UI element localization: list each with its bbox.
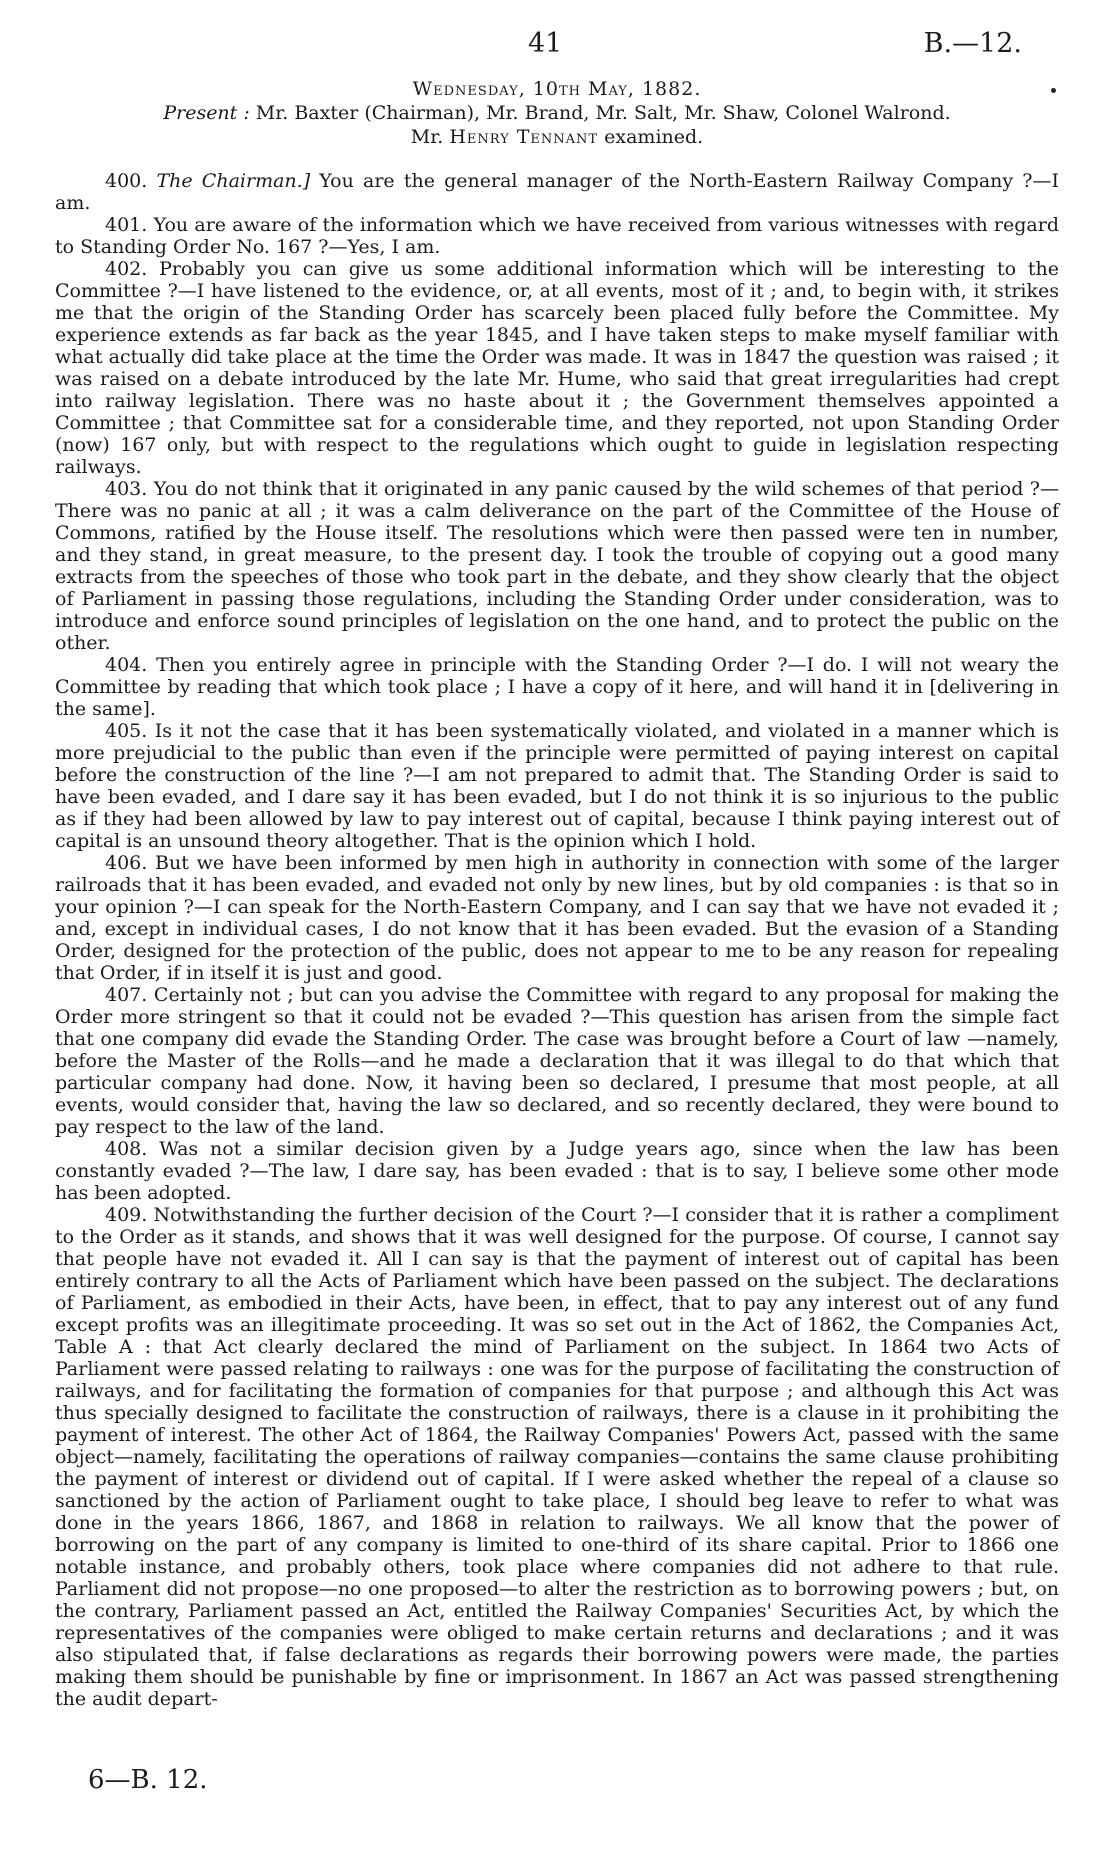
witness-suffix: examined. (598, 126, 704, 148)
paragraph-text: Then you entirely agree in principle with the Standing Order ?—I do. I will not weary the Committee by reading that which took place ; I have a copy of it here, and will hand it in [delivering in the same]. (55, 654, 1059, 720)
paragraph-406 (55, 852, 1059, 984)
paragraph-404 (55, 654, 1059, 720)
paragraph-text: Is it not the case that it has been systematically violated, and violated in a manner which is more prejudicial to the public than even if the principle were permitted of paying interest on capital before the construction of the line ?—I am not prepared to admit that. The Standing Order is said to have been evaded, and I dare say it has been evaded, but I do not think it is so injurious to the public as if they had been allowed by law to pay interest out of capital, because I think paying interest out of capital is an unsound theory altogether. That is the opinion which I hold. (55, 720, 1059, 852)
paragraph-text: Certainly not ; but can you advise the Committee with regard to any proposal for making the Order more stringent so that it could not be evaded ?—This question has arisen from the simple fact that one company did evade the Standing Order. The case was brought before a Court of law —namely, before the Master of the Rolls—and he made a declaration that it was illegal to do that which that particular company had done. Now, it having been so declared, I presume that most people, at all events, would consider that, having the law so declared, and so recently declared, they were bound to pay respect to the law of the land. (55, 984, 1059, 1138)
paragraph-text: You are aware of the information which we have received from various witnesses with regard to Standing Order No. 167 ?—Yes, I am. (55, 214, 1059, 258)
paragraph-405 (55, 720, 1059, 852)
paragraph-400 (55, 170, 1059, 214)
present-members: Mr. Baxter (Chairman), Mr. Brand, Mr. Salt, Mr. Shaw, Colonel Walrond. (255, 102, 951, 124)
paragraph-number: 405. (105, 720, 148, 742)
witness-name: Henry Tennant (449, 126, 599, 148)
paragraph-text: But we have been informed by men high in authority in connection with some of the larger railroads that it has been evaded, and evaded not only by new lines, but by old companies : is that so in your opinion ?—I can speak for the North-Eastern Company, and I can say that we have not evaded it ; and, except in individual cases, I do not know that it has been evaded. But the evasion of a Standing Order, designed for the protection of the public, does not appear to me to be any reason for repealing that Order, if in itself it is just and good. (55, 852, 1059, 984)
paragraph-number: 409. (105, 1204, 148, 1226)
witness-line (55, 126, 1059, 148)
paragraph-409 (55, 1204, 1059, 1710)
page-number: 41 (528, 28, 563, 59)
paragraph-402 (55, 258, 1059, 478)
paragraph-number: 404. (105, 654, 148, 676)
speaker-label: The Chairman.] (156, 170, 311, 192)
paragraph-text: You are the general manager of the North-Eastern Railway Company ?—I am. (55, 170, 1059, 214)
paragraph-number: 407. (105, 984, 148, 1006)
paragraph-number: 406. (105, 852, 148, 874)
paragraph-number: 400. (105, 170, 148, 192)
paragraph-number: 402. (105, 258, 148, 280)
paragraph-401 (55, 214, 1059, 258)
paragraph-number: 403. (105, 478, 148, 500)
page-header (0, 28, 1114, 68)
footer-signature: 6—B. 12. (88, 1765, 208, 1795)
paragraph-403 (55, 478, 1059, 654)
paragraph-407 (55, 984, 1059, 1138)
testimony-body (55, 170, 1059, 1710)
present-line (55, 102, 1059, 124)
date-line: Wednesday, 10th May, 1882. (412, 78, 702, 100)
paragraph-number: 408. (105, 1138, 148, 1160)
paragraph-text: Notwithstanding the further decision of the Court ?—I consider that it is rather a compliment to the Order as it stands, and shows that it was well designed for the purpose. Of course, I cannot say that people have not evaded it. All I can say is that the payment of interest out of capital has been entirely contrary to all the Acts of Parliament which have been passed on the subject. The declarations of Parliament, as embodied in their Acts, have been, in effect, that to pay any interest out of any fund except profits was an illegitimate proceeding. It was so set out in the Act of 1862, the Companies Act, Table A : that Act clearly declared the mind of Parliament on the subject. In 1864 two Acts of Parliament were passed relating to railways : one was for the purpose of facilitating the construction of railways, and for facilitating the formation of companies for that purpose ; and although this Act was thus specially designed to facilitate the construction of railways, there is a clause in it prohibiting the payment of interest. The other Act of 1864, the Railway Companies' Powers Act, passed with the same object—namely, facilitating the operations of railway companies—contains the same clause prohibiting the payment of interest or dividend out of capital. If I were asked whether the repeal of a clause so sanctioned by the action of Parliament ought to take place, I should beg leave to refer to what was done in the years 1866, 1867, and 1868 in relation to railways. We all know that the power of borrowing on the part of any company is limited to one-third of its share capital. Prior to 1866 one notable instance, and probably others, took place where companies did not adhere to that rule. Parliament did not propose—no one proposed—to alter the restriction as to borrowing powers ; but, on the contrary, Parliament passed an Act, entitled the Railway Companies' Securities Act, by which the representatives of the companies were obliged to make certain returns and declarations ; and it was also stipulated that, if false declarations as regards their borrowing powers were made, the parties making them should be punishable by fine or imprisonment. In 1867 an Act was passed strengthening the audit depart- (55, 1204, 1059, 1710)
paragraph-text: Was not a similar decision given by a Judge years ago, since when the law has been constantly evaded ?—The law, I dare say, has been evaded : that is to say, I believe some other mode has been adopted. (55, 1138, 1060, 1204)
paragraph-408 (55, 1138, 1059, 1204)
paragraph-number: 401. (105, 214, 148, 236)
paragraph-text: Probably you can give us some additional information which will be interesting to the Committee ?—I have listened to the evidence, or, at all events, most of it ; and, to begin with, it strikes me that the origin of the Standing Order has scarcely been placed fully before the Committee. My experience extends as far back as the year 1845, and I have taken steps to make myself familiar with what actually did take place at the time the Order was made. It was in 1847 the question was raised ; it was raised on a debate introduced by the late Mr. Hume, who said that great irregularities had crept into railway legislation. There was no haste about it ; the Government themselves appointed a Committee ; that Committee sat for a considerable time, and they reported, not upon Standing Order (now) 167 only, but with respect to the regulations which ought to guide in legislation respecting railways. (55, 258, 1059, 478)
series-reference: B.—12. (923, 28, 1022, 59)
witness-prefix: Mr. (410, 126, 450, 148)
present-label: Present : (163, 102, 250, 124)
paragraph-text: You do not think that it originated in any panic caused by the wild schemes of that period ?—There was no panic at all ; it was a calm deliverance on the part of the Committee of the House of Commons, ratified by the House itself. The resolutions which were then passed were ten in number, and they stand, in great measure, to the present day. I took the trouble of copying out a good many extracts from the speeches of those who took part in the debate, and they show clearly that the object of Parliament in passing those regulations, including the Standing Order under consideration, was to introduce and enforce sound principles of legislation on the one hand, and to protect the public on the other. (55, 478, 1059, 654)
